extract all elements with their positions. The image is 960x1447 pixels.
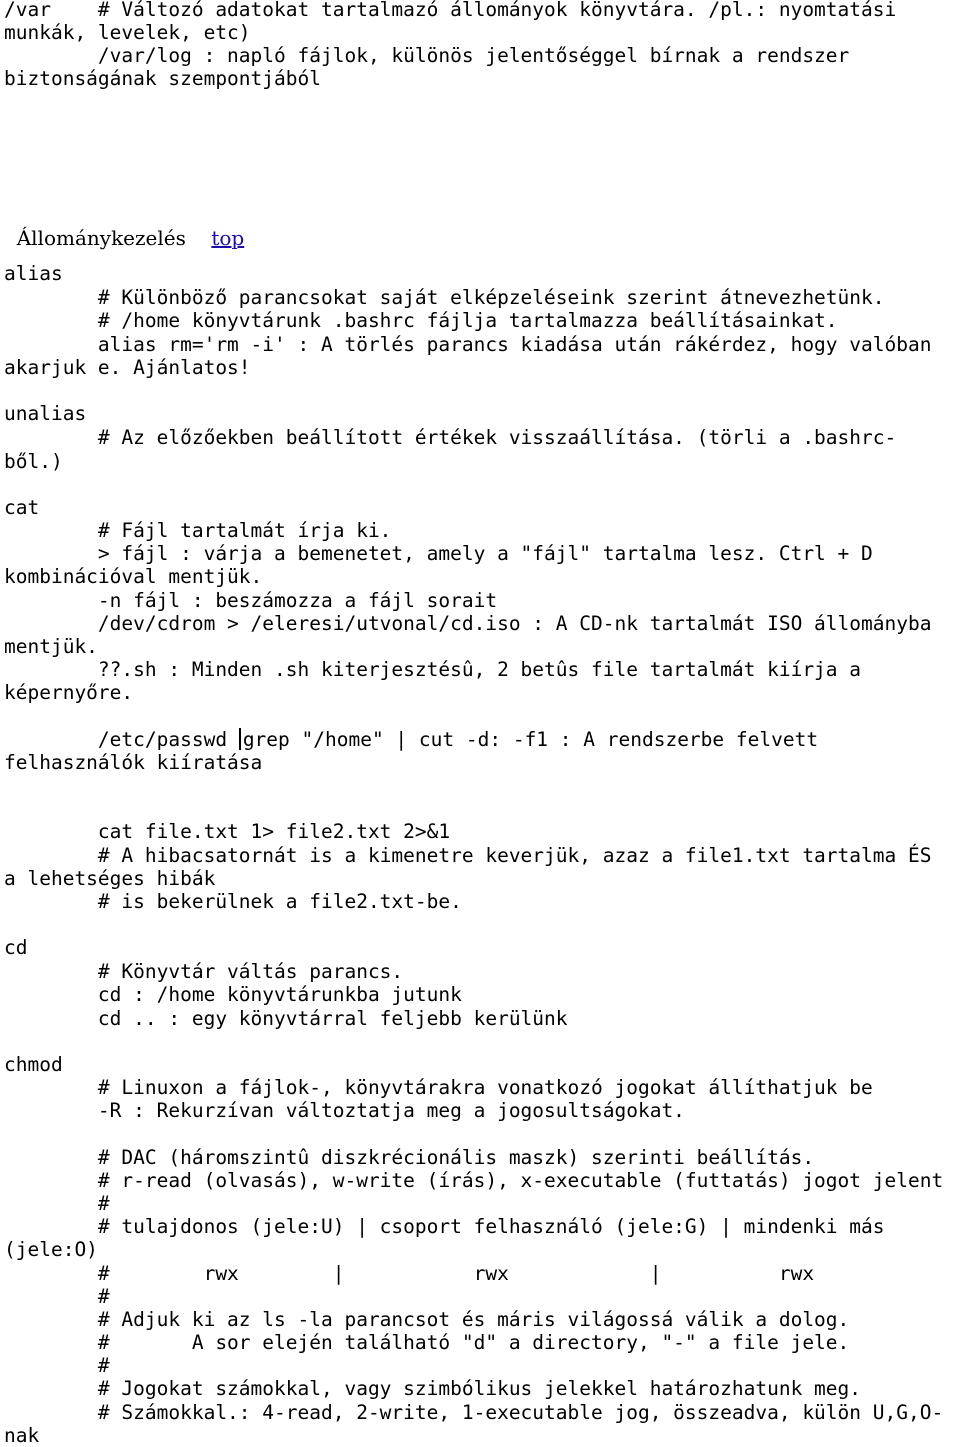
log-line: /var/log : napló fájlok, különös jelentőséggel bírnak a rendszer: [4, 44, 850, 67]
chmod-line-7: (jele:O): [4, 1238, 98, 1261]
cat-line-7: ??.sh : Minden .sh kiterjesztésû, 2 betûs file tartalmát kiírja a: [4, 658, 862, 681]
top-link[interactable]: top: [211, 226, 245, 250]
cat-pipe-line: [4, 728, 818, 751]
chmod-line-12: #: [4, 1354, 110, 1377]
chmod-line-13: # Jogokat számokkal, vagy szimbólikus jelekkel határozhatunk meg.: [4, 1377, 862, 1400]
alias-command: alias: [4, 262, 63, 285]
log-line-cont: biztonságának szempontjából: [4, 67, 321, 90]
chmod-line-10: # Adjuk ki az ls -la parancsot és máris világossá válik a dolog.: [4, 1308, 850, 1331]
cd-line-2: cd : /home könyvtárunkba jutunk: [4, 983, 462, 1006]
cat-line-12: a lehetséges hibák: [4, 867, 216, 890]
cat-line-10: cat file.txt 1> file2.txt 2>&1: [4, 820, 451, 843]
chmod-line-2: -R : Rekurzívan változtatja meg a jogosultságokat.: [4, 1099, 685, 1122]
cat-line-13: # is bekerülnek a file2.txt-be.: [4, 890, 462, 913]
alias-line-1: # Különböző parancsokat saját elképzeléseink szerint átnevezhetünk.: [4, 286, 885, 309]
alias-line-2: # /home könyvtárunk .bashrc fájlja tartalmazza beállításainkat.: [4, 309, 838, 332]
cat-command: cat: [4, 496, 40, 519]
alias-line-3: alias rm='rm -i' : A törlés parancs kiadása után rákérdez, hogy valóban: [4, 333, 932, 356]
cat-line-1: # Fájl tartalmát írja ki.: [4, 519, 392, 542]
cat-line-5: /dev/cdrom > /eleresi/utvonal/cd.iso : A CD-nk tartalmát ISO állományba: [4, 612, 932, 635]
chmod-line-6: # tulajdonos (jele:U) | csoport felhasználó (jele:G) | mindenki más: [4, 1215, 885, 1238]
cd-line-1: # Könyvtár váltás parancs.: [4, 960, 404, 983]
chmod-line-11: # A sor elején található "d" a directory, "-" a file jele.: [4, 1331, 850, 1354]
section-title: Állománykezelés: [16, 226, 186, 250]
cat-line-4: -n fájl : beszámozza a fájl sorait: [4, 589, 498, 612]
section-heading: [4, 204, 244, 250]
unalias-line-2: ből.): [4, 450, 63, 473]
pipe-command-start: /etc/passwd: [4, 728, 239, 751]
chmod-line-3: # DAC (háromszintû diszkrécionális maszk) szerinti beállítás.: [4, 1146, 815, 1169]
var-line: /var # Változó adatokat tartalmazó állományok könyvtára. /pl.: nyomtatási: [4, 0, 897, 21]
cat-line-9b: felhasználók kiíratása: [4, 751, 263, 774]
var-line-cont: munkák, levelek, etc): [4, 21, 251, 44]
cat-line-2: > fájl : várja a bemenetet, amely a "fájl" tartalma lesz. Ctrl + D: [4, 542, 873, 565]
chmod-line-1: # Linuxon a fájlok-, könyvtárakra vonatkozó jogokat állíthatjuk be: [4, 1076, 873, 1099]
cat-line-6: mentjük.: [4, 635, 98, 658]
chmod-line-14: # Számokkal.: 4-read, 2-write, 1-executable jog, összeadva, külön U,G,O-: [4, 1401, 944, 1424]
cd-command: cd: [4, 936, 28, 959]
pipe-separator: [239, 728, 241, 750]
chmod-line-5: #: [4, 1192, 110, 1215]
cd-line-3: cd .. : egy könyvtárral feljebb kerülünk: [4, 1007, 568, 1030]
cat-line-11: # A hibacsatornát is a kimenetre keverjük, azaz a file1.txt tartalma ÉS: [4, 844, 932, 867]
cat-line-3: kombinációval mentjük.: [4, 565, 263, 588]
chmod-line-4: # r-read (olvasás), w-write (írás), x-executable (futtatás) jogot jelent: [4, 1169, 944, 1192]
chmod-line-8: # rwx | rwx | rwx: [4, 1262, 815, 1285]
alias-line-4: akarjuk e. Ajánlatos!: [4, 356, 251, 379]
chmod-line-9: #: [4, 1285, 110, 1308]
chmod-line-15: nak: [4, 1424, 40, 1447]
chmod-command: chmod: [4, 1053, 63, 1076]
cat-line-8: képernyőre.: [4, 681, 134, 704]
unalias-line-1: # Az előzőekben beállított értékek visszaállítása. (törli a .bashrc-: [4, 426, 897, 449]
pipe-command-rest: grep "/home" | cut -d: -f1 : A rendszerbe felvett: [242, 728, 819, 751]
unalias-command: unalias: [4, 402, 87, 425]
